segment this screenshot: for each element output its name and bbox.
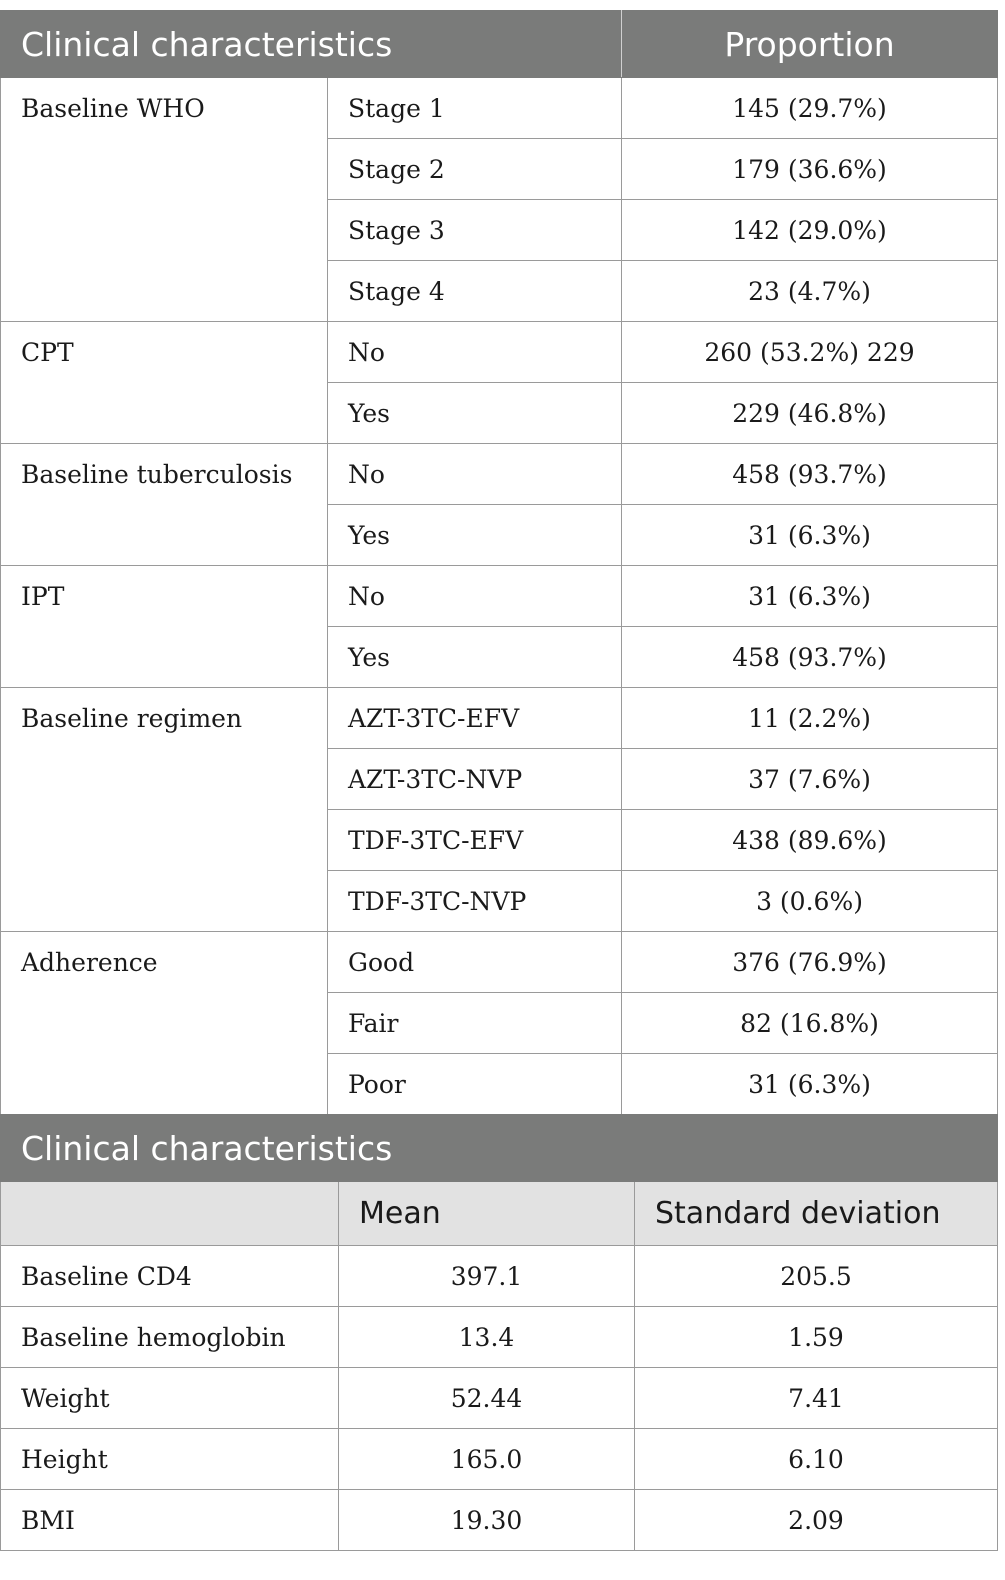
level-cell: Stage 1: [328, 78, 622, 139]
summary-stats-body: [1, 1246, 998, 1551]
proportion-cell: 260 (53.2%) 229: [622, 322, 998, 383]
clinical-characteristics-header: Clinical characteristics: [1, 11, 622, 78]
sd-subheader: Standard deviation: [635, 1182, 998, 1246]
proportion-cell: 82 (16.8%): [622, 993, 998, 1054]
proportion-table-header: [1, 11, 998, 78]
mean-cell: 397.1: [339, 1246, 635, 1307]
table-row: [1, 1368, 998, 1429]
proportion-cell: 3 (0.6%): [622, 871, 998, 932]
mean-cell: 13.4: [339, 1307, 635, 1368]
sd-cell: 205.5: [635, 1246, 998, 1307]
proportion-cell: 31 (6.3%): [622, 505, 998, 566]
blank-subheader: [1, 1182, 339, 1246]
proportion-table-body: [1, 78, 998, 1115]
proportion-cell: 376 (76.9%): [622, 932, 998, 993]
summary-stats-header: [1, 1115, 998, 1182]
level-cell: Stage 4: [328, 261, 622, 322]
proportion-cell: 37 (7.6%): [622, 749, 998, 810]
label-cell: Baseline hemoglobin: [1, 1307, 339, 1368]
category-cell: Baseline regimen: [1, 688, 328, 932]
table-row: [1, 1429, 998, 1490]
category-cell: Baseline WHO: [1, 78, 328, 322]
table-row: [1, 688, 998, 749]
proportion-cell: 11 (2.2%): [622, 688, 998, 749]
proportion-table: [0, 10, 998, 1115]
category-cell: Adherence: [1, 932, 328, 1115]
summary-stats-table: [0, 1114, 998, 1551]
level-cell: No: [328, 322, 622, 383]
proportion-cell: 145 (29.7%): [622, 78, 998, 139]
mean-cell: 52.44: [339, 1368, 635, 1429]
proportion-cell: 438 (89.6%): [622, 810, 998, 871]
level-cell: AZT-3TC-NVP: [328, 749, 622, 810]
level-cell: Yes: [328, 383, 622, 444]
table-row: [1, 78, 998, 139]
level-cell: Stage 3: [328, 200, 622, 261]
label-cell: Baseline CD4: [1, 1246, 339, 1307]
table-row: [1, 1307, 998, 1368]
level-cell: Good: [328, 932, 622, 993]
proportion-cell: 458 (93.7%): [622, 627, 998, 688]
category-cell: CPT: [1, 322, 328, 444]
category-cell: IPT: [1, 566, 328, 688]
level-cell: AZT-3TC-EFV: [328, 688, 622, 749]
level-cell: Poor: [328, 1054, 622, 1115]
table-row: [1, 1246, 998, 1307]
label-cell: Height: [1, 1429, 339, 1490]
mean-cell: 165.0: [339, 1429, 635, 1490]
level-cell: No: [328, 566, 622, 627]
level-cell: Stage 2: [328, 139, 622, 200]
level-cell: Yes: [328, 505, 622, 566]
sd-cell: 6.10: [635, 1429, 998, 1490]
label-cell: Weight: [1, 1368, 339, 1429]
clinical-characteristics-header-2: Clinical characteristics: [1, 1115, 998, 1182]
sd-cell: 7.41: [635, 1368, 998, 1429]
summary-stats-subheader: [1, 1182, 998, 1246]
proportion-cell: 23 (4.7%): [622, 261, 998, 322]
table-row: [1, 932, 998, 993]
proportion-cell: 179 (36.6%): [622, 139, 998, 200]
proportion-cell: 31 (6.3%): [622, 566, 998, 627]
category-cell: Baseline tuberculosis: [1, 444, 328, 566]
proportion-cell: 31 (6.3%): [622, 1054, 998, 1115]
table-row: [1, 444, 998, 505]
proportion-header: Proportion: [622, 11, 998, 78]
label-cell: BMI: [1, 1490, 339, 1551]
table-row: [1, 322, 998, 383]
level-cell: TDF-3TC-NVP: [328, 871, 622, 932]
proportion-cell: 142 (29.0%): [622, 200, 998, 261]
mean-cell: 19.30: [339, 1490, 635, 1551]
level-cell: Yes: [328, 627, 622, 688]
sd-cell: 1.59: [635, 1307, 998, 1368]
table-row: [1, 566, 998, 627]
level-cell: Fair: [328, 993, 622, 1054]
level-cell: TDF-3TC-EFV: [328, 810, 622, 871]
sd-cell: 2.09: [635, 1490, 998, 1551]
clinical-characteristics-tables: [0, 10, 997, 1551]
level-cell: No: [328, 444, 622, 505]
table-row: [1, 1490, 998, 1551]
mean-subheader: Mean: [339, 1182, 635, 1246]
proportion-cell: 229 (46.8%): [622, 383, 998, 444]
proportion-cell: 458 (93.7%): [622, 444, 998, 505]
